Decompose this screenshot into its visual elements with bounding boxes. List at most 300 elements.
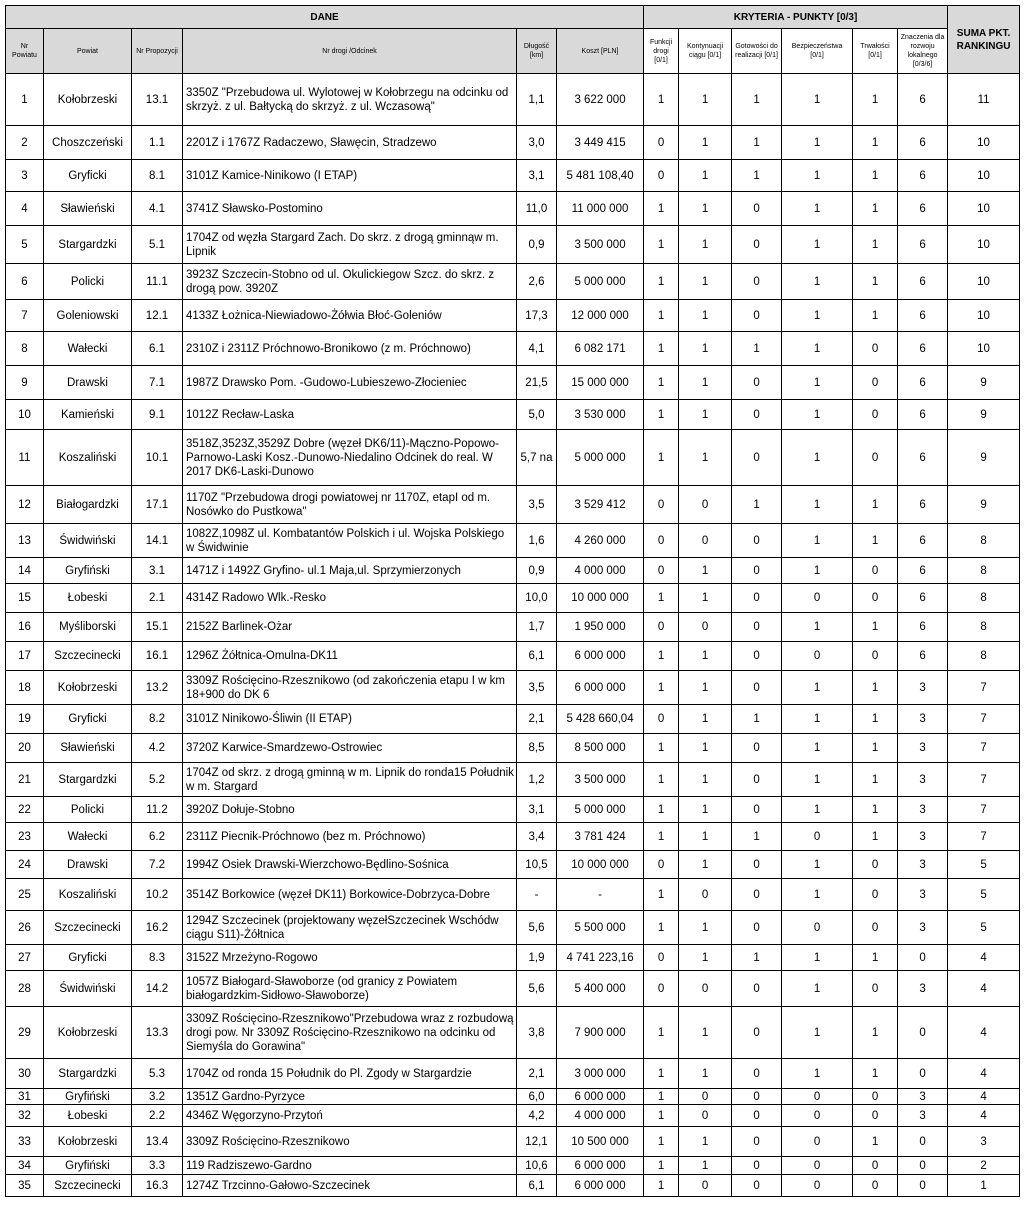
column-header-odcinek: Nr drogi /Odcinek (183, 29, 517, 74)
cell-znaczenia: 3 (898, 797, 948, 823)
table-row (6, 126, 1020, 160)
cell-trwalosci: 0 (853, 558, 898, 584)
table-row (6, 558, 1020, 584)
table-row (6, 524, 1020, 558)
cell-kontynuacji: 1 (679, 264, 732, 300)
column-header-trwalosci: Trwałości [0/1] (853, 29, 898, 74)
cell-suma: 7 (948, 823, 1020, 851)
cell-kontynuacji: 1 (679, 366, 732, 400)
cell-nr: 3 (6, 160, 44, 192)
cell-kontynuacji: 1 (679, 584, 732, 613)
table-row (6, 851, 1020, 879)
cell-nr: 12 (6, 486, 44, 524)
cell-koszt: 6 000 000 (557, 1157, 644, 1175)
cell-powiat: Wałecki (44, 332, 132, 366)
cell-nr-propozycji: 2.1 (132, 584, 183, 613)
cell-powiat: Kołobrzeski (44, 1127, 132, 1157)
cell-trwalosci: 1 (853, 1007, 898, 1059)
cell-koszt: 10 500 000 (557, 1127, 644, 1157)
cell-kontynuacji: 0 (679, 524, 732, 558)
cell-trwalosci: 1 (853, 945, 898, 971)
cell-suma: 1 (948, 1175, 1020, 1197)
cell-znaczenia: 3 (898, 851, 948, 879)
cell-trwalosci: 1 (853, 486, 898, 524)
cell-koszt: 4 000 000 (557, 1105, 644, 1127)
cell-funkcji: 0 (644, 705, 679, 734)
cell-znaczenia: 6 (898, 264, 948, 300)
table-row (6, 1175, 1020, 1197)
cell-odcinek: 1294Z Szczecinek (projektowany węzełSzczecinek Wschódw ciągu S11)-Żółtnica (183, 911, 517, 945)
column-header-nr-powiatu: Nr Powiatu (6, 29, 44, 74)
cell-kontynuacji: 1 (679, 642, 732, 671)
cell-nr: 6 (6, 264, 44, 300)
cell-bezpieczenstwa: 1 (782, 366, 853, 400)
cell-kontynuacji: 1 (679, 430, 732, 486)
table-row (6, 705, 1020, 734)
cell-odcinek: 2201Z i 1767Z Radaczewo, Sławęcin, Stradzewo (183, 126, 517, 160)
cell-kontynuacji: 0 (679, 879, 732, 911)
cell-bezpieczenstwa: 1 (782, 971, 853, 1007)
cell-trwalosci: 1 (853, 226, 898, 264)
cell-koszt: 8 500 000 (557, 734, 644, 763)
cell-odcinek: 3720Z Karwice-Smardzewo-Ostrowiec (183, 734, 517, 763)
cell-nr: 25 (6, 879, 44, 911)
table-row (6, 486, 1020, 524)
cell-powiat: Gryfiński (44, 558, 132, 584)
cell-suma: 4 (948, 1089, 1020, 1105)
cell-znaczenia: 6 (898, 613, 948, 642)
cell-dlugosc: 3,8 (517, 1007, 557, 1059)
cell-gotowosci: 1 (732, 126, 782, 160)
cell-odcinek: 3741Z Sławsko-Postomino (183, 192, 517, 226)
cell-dlugosc: 1,9 (517, 945, 557, 971)
cell-gotowosci: 0 (732, 1059, 782, 1089)
cell-nr-propozycji: 8.3 (132, 945, 183, 971)
cell-funkcji: 1 (644, 400, 679, 430)
cell-kontynuacji: 0 (679, 971, 732, 1007)
table-row (6, 1157, 1020, 1175)
cell-gotowosci: 0 (732, 192, 782, 226)
cell-bezpieczenstwa: 0 (782, 823, 853, 851)
table-row (6, 366, 1020, 400)
cell-bezpieczenstwa: 1 (782, 879, 853, 911)
cell-odcinek: 3309Z Rościęcino-Rzesznikowo (183, 1127, 517, 1157)
cell-trwalosci: 1 (853, 1059, 898, 1089)
cell-kontynuacji: 1 (679, 1007, 732, 1059)
cell-znaczenia: 0 (898, 1175, 948, 1197)
cell-nr: 24 (6, 851, 44, 879)
cell-suma: 7 (948, 705, 1020, 734)
cell-funkcji: 0 (644, 945, 679, 971)
cell-bezpieczenstwa: 1 (782, 797, 853, 823)
cell-trwalosci: 1 (853, 1127, 898, 1157)
cell-trwalosci: 1 (853, 823, 898, 851)
cell-znaczenia: 6 (898, 366, 948, 400)
table-row (6, 734, 1020, 763)
column-header-dlugosc: Długość [km] (517, 29, 557, 74)
cell-funkcji: 1 (644, 430, 679, 486)
cell-znaczenia: 6 (898, 226, 948, 264)
cell-powiat: Szczecinecki (44, 642, 132, 671)
cell-dlugosc: 11,0 (517, 192, 557, 226)
cell-odcinek: 1274Z Trzcinno-Gałowo-Szczecinek (183, 1175, 517, 1197)
cell-kontynuacji: 0 (679, 613, 732, 642)
cell-funkcji: 1 (644, 797, 679, 823)
cell-kontynuacji: 1 (679, 823, 732, 851)
cell-suma: 8 (948, 524, 1020, 558)
cell-bezpieczenstwa: 1 (782, 332, 853, 366)
cell-funkcji: 1 (644, 879, 679, 911)
cell-nr-propozycji: 7.1 (132, 366, 183, 400)
cell-funkcji: 1 (644, 300, 679, 332)
cell-nr-propozycji: 10.2 (132, 879, 183, 911)
cell-powiat: Szczecinecki (44, 911, 132, 945)
table-row (6, 160, 1020, 192)
cell-suma: 4 (948, 1007, 1020, 1059)
cell-suma: 4 (948, 945, 1020, 971)
cell-znaczenia: 3 (898, 823, 948, 851)
cell-powiat: Gryfiński (44, 1157, 132, 1175)
cell-koszt: 12 000 000 (557, 300, 644, 332)
cell-odcinek: 4346Z Węgorzyno-Przytoń (183, 1105, 517, 1127)
cell-suma: 5 (948, 911, 1020, 945)
cell-powiat: Stargardzki (44, 763, 132, 797)
cell-odcinek: 3350Z "Przebudowa ul. Wylotowej w Kołobrzegu na odcinku od skrzyż. z ul. Bałtycką do skrzyż. z ul. Wczasową" (183, 74, 517, 126)
cell-gotowosci: 0 (732, 613, 782, 642)
cell-suma: 5 (948, 879, 1020, 911)
cell-kontynuacji: 1 (679, 851, 732, 879)
cell-gotowosci: 1 (732, 705, 782, 734)
cell-funkcji: 1 (644, 1175, 679, 1197)
cell-koszt: 6 000 000 (557, 1175, 644, 1197)
table-row (6, 300, 1020, 332)
cell-gotowosci: 1 (732, 74, 782, 126)
cell-powiat: Kołobrzeski (44, 671, 132, 705)
cell-trwalosci: 1 (853, 160, 898, 192)
table-row (6, 971, 1020, 1007)
table-row (6, 823, 1020, 851)
cell-powiat: Wałecki (44, 823, 132, 851)
cell-gotowosci: 0 (732, 879, 782, 911)
cell-koszt: 1 950 000 (557, 613, 644, 642)
cell-bezpieczenstwa: 1 (782, 430, 853, 486)
cell-odcinek: 2152Z Barlinek-Ożar (183, 613, 517, 642)
cell-suma: 8 (948, 558, 1020, 584)
cell-koszt: 4 741 223,16 (557, 945, 644, 971)
cell-bezpieczenstwa: 0 (782, 1127, 853, 1157)
cell-trwalosci: 1 (853, 705, 898, 734)
cell-trwalosci: 0 (853, 642, 898, 671)
cell-dlugosc: 5,6 (517, 911, 557, 945)
cell-gotowosci: 1 (732, 486, 782, 524)
cell-gotowosci: 0 (732, 1157, 782, 1175)
cell-koszt: 6 000 000 (557, 671, 644, 705)
table-row (6, 613, 1020, 642)
cell-gotowosci: 0 (732, 366, 782, 400)
cell-nr: 4 (6, 192, 44, 226)
cell-nr-propozycji: 9.1 (132, 400, 183, 430)
cell-nr: 14 (6, 558, 44, 584)
cell-suma: 10 (948, 264, 1020, 300)
cell-kontynuacji: 1 (679, 1059, 732, 1089)
cell-kontynuacji: 1 (679, 797, 732, 823)
cell-powiat: Policki (44, 264, 132, 300)
cell-dlugosc: 1,1 (517, 74, 557, 126)
table-row (6, 1059, 1020, 1089)
cell-powiat: Łobeski (44, 1105, 132, 1127)
cell-odcinek: 3309Z Rościęcino-Rzesznikowo (od zakończenia etapu I w km 18+900 do DK 6 (183, 671, 517, 705)
cell-bezpieczenstwa: 0 (782, 911, 853, 945)
cell-dlugosc: 2,1 (517, 705, 557, 734)
cell-kontynuacji: 1 (679, 558, 732, 584)
cell-powiat: Łobeski (44, 584, 132, 613)
cell-znaczenia: 3 (898, 1089, 948, 1105)
cell-koszt: 11 000 000 (557, 192, 644, 226)
cell-dlugosc: - (517, 879, 557, 911)
cell-dlugosc: 1,2 (517, 763, 557, 797)
cell-koszt: 3 500 000 (557, 226, 644, 264)
cell-znaczenia: 3 (898, 734, 948, 763)
cell-suma: 10 (948, 226, 1020, 264)
cell-powiat: Świdwiński (44, 971, 132, 1007)
cell-znaczenia: 0 (898, 1157, 948, 1175)
cell-suma: 5 (948, 851, 1020, 879)
cell-suma: 4 (948, 1059, 1020, 1089)
cell-nr: 27 (6, 945, 44, 971)
cell-dlugosc: 3,5 (517, 486, 557, 524)
cell-odcinek: 1704Z od ronda 15 Południk do Pl. Zgody w Stargardzie (183, 1059, 517, 1089)
cell-bezpieczenstwa: 1 (782, 300, 853, 332)
column-header-koszt: Koszt [PLN] (557, 29, 644, 74)
cell-nr-propozycji: 13.2 (132, 671, 183, 705)
cell-funkcji: 1 (644, 642, 679, 671)
cell-suma: 10 (948, 300, 1020, 332)
cell-gotowosci: 1 (732, 160, 782, 192)
cell-gotowosci: 0 (732, 400, 782, 430)
cell-trwalosci: 1 (853, 797, 898, 823)
cell-bezpieczenstwa: 1 (782, 226, 853, 264)
cell-dlugosc: 10,5 (517, 851, 557, 879)
cell-powiat: Gryficki (44, 705, 132, 734)
cell-koszt: 5 428 660,04 (557, 705, 644, 734)
cell-koszt: 6 000 000 (557, 642, 644, 671)
cell-nr: 13 (6, 524, 44, 558)
cell-funkcji: 0 (644, 613, 679, 642)
table-row (6, 192, 1020, 226)
cell-nr: 21 (6, 763, 44, 797)
table-row (6, 642, 1020, 671)
cell-znaczenia: 6 (898, 332, 948, 366)
cell-koszt: - (557, 879, 644, 911)
cell-kontynuacji: 1 (679, 126, 732, 160)
cell-koszt: 10 000 000 (557, 851, 644, 879)
cell-dlugosc: 3,0 (517, 126, 557, 160)
cell-powiat: Choszczeński (44, 126, 132, 160)
cell-znaczenia: 6 (898, 160, 948, 192)
cell-bezpieczenstwa: 1 (782, 763, 853, 797)
cell-gotowosci: 1 (732, 823, 782, 851)
cell-suma: 3 (948, 1127, 1020, 1157)
cell-odcinek: 1987Z Drawsko Pom. -Gudowo-Lubieszewo-Złocieniec (183, 366, 517, 400)
cell-gotowosci: 0 (732, 763, 782, 797)
cell-dlugosc: 10,6 (517, 1157, 557, 1175)
cell-nr: 20 (6, 734, 44, 763)
cell-kontynuacji: 1 (679, 226, 732, 264)
cell-powiat: Goleniowski (44, 300, 132, 332)
cell-koszt: 5 481 108,40 (557, 160, 644, 192)
cell-funkcji: 1 (644, 823, 679, 851)
cell-nr-propozycji: 14.2 (132, 971, 183, 1007)
table-row (6, 671, 1020, 705)
table-header (6, 6, 1020, 74)
cell-powiat: Policki (44, 797, 132, 823)
cell-suma: 7 (948, 734, 1020, 763)
table-row (6, 332, 1020, 366)
table-row (6, 584, 1020, 613)
cell-trwalosci: 0 (853, 1157, 898, 1175)
cell-nr: 18 (6, 671, 44, 705)
cell-odcinek: 3152Z Mrzeżyno-Rogowo (183, 945, 517, 971)
cell-suma: 7 (948, 797, 1020, 823)
cell-odcinek: 1994Z Osiek Drawski-Wierzchowo-Będlino-Sośnica (183, 851, 517, 879)
cell-nr: 1 (6, 74, 44, 126)
cell-dlugosc: 2,6 (517, 264, 557, 300)
cell-powiat: Koszaliński (44, 879, 132, 911)
cell-nr: 19 (6, 705, 44, 734)
cell-bezpieczenstwa: 1 (782, 74, 853, 126)
cell-nr: 10 (6, 400, 44, 430)
cell-nr-propozycji: 4.2 (132, 734, 183, 763)
cell-nr-propozycji: 3.1 (132, 558, 183, 584)
cell-suma: 4 (948, 971, 1020, 1007)
cell-funkcji: 0 (644, 851, 679, 879)
column-header-kontynuacji: Kontynuacji ciągu [0/1] (679, 29, 732, 74)
cell-dlugosc: 3,1 (517, 797, 557, 823)
cell-znaczenia: 6 (898, 74, 948, 126)
cell-znaczenia: 6 (898, 192, 948, 226)
cell-kontynuacji: 1 (679, 332, 732, 366)
cell-dlugosc: 1,6 (517, 524, 557, 558)
cell-suma: 11 (948, 74, 1020, 126)
cell-bezpieczenstwa: 1 (782, 486, 853, 524)
table-row (6, 1007, 1020, 1059)
cell-funkcji: 1 (644, 74, 679, 126)
cell-odcinek: 1170Z "Przebudowa drogi powiatowej nr 1170Z, etapI od m. Nosówko do Pustkowa" (183, 486, 517, 524)
ranking-table (5, 5, 1020, 1197)
cell-powiat: Sławieński (44, 192, 132, 226)
cell-gotowosci: 0 (732, 430, 782, 486)
cell-odcinek: 3514Z Borkowice (węzeł DK11) Borkowice-Dobrzyca-Dobre (183, 879, 517, 911)
cell-nr: 5 (6, 226, 44, 264)
cell-nr-propozycji: 2.2 (132, 1105, 183, 1127)
cell-powiat: Białogardzki (44, 486, 132, 524)
table-row (6, 945, 1020, 971)
cell-suma: 10 (948, 332, 1020, 366)
cell-gotowosci: 1 (732, 945, 782, 971)
cell-dlugosc: 3,5 (517, 671, 557, 705)
cell-odcinek: 1704Z od skrz. z drogą gminną w m. Lipnik do ronda15 Południk w m. Stargard (183, 763, 517, 797)
cell-nr-propozycji: 4.1 (132, 192, 183, 226)
cell-znaczenia: 3 (898, 971, 948, 1007)
cell-znaczenia: 3 (898, 671, 948, 705)
cell-dlugosc: 12,1 (517, 1127, 557, 1157)
cell-suma: 9 (948, 486, 1020, 524)
cell-nr: 33 (6, 1127, 44, 1157)
cell-kontynuacji: 1 (679, 192, 732, 226)
cell-gotowosci: 0 (732, 264, 782, 300)
cell-nr-propozycji: 15.1 (132, 613, 183, 642)
cell-bezpieczenstwa: 1 (782, 613, 853, 642)
cell-nr-propozycji: 10.1 (132, 430, 183, 486)
cell-funkcji: 0 (644, 160, 679, 192)
cell-funkcji: 1 (644, 1007, 679, 1059)
cell-dlugosc: 21,5 (517, 366, 557, 400)
cell-dlugosc: 6,1 (517, 1175, 557, 1197)
cell-funkcji: 1 (644, 192, 679, 226)
column-header-suma: SUMA PKT. RANKINGU (948, 6, 1020, 74)
cell-koszt: 7 900 000 (557, 1007, 644, 1059)
cell-dlugosc: 3,1 (517, 160, 557, 192)
cell-trwalosci: 1 (853, 126, 898, 160)
cell-gotowosci: 0 (732, 1105, 782, 1127)
cell-nr-propozycji: 16.1 (132, 642, 183, 671)
cell-bezpieczenstwa: 1 (782, 851, 853, 879)
cell-bezpieczenstwa: 1 (782, 160, 853, 192)
cell-koszt: 5 000 000 (557, 430, 644, 486)
ranking-table-container (5, 5, 1020, 1197)
cell-nr: 35 (6, 1175, 44, 1197)
cell-trwalosci: 1 (853, 192, 898, 226)
cell-suma: 8 (948, 613, 1020, 642)
cell-trwalosci: 0 (853, 911, 898, 945)
cell-trwalosci: 1 (853, 300, 898, 332)
cell-znaczenia: 6 (898, 642, 948, 671)
cell-funkcji: 1 (644, 911, 679, 945)
cell-nr-propozycji: 6.2 (132, 823, 183, 851)
cell-znaczenia: 6 (898, 126, 948, 160)
cell-odcinek: 1082Z,1098Z ul. Kombatantów Polskich i ul. Wojska Polskiego w Świdwinie (183, 524, 517, 558)
cell-powiat: Gryficki (44, 160, 132, 192)
cell-odcinek: 1012Z Recław-Laska (183, 400, 517, 430)
cell-koszt: 5 500 000 (557, 911, 644, 945)
cell-nr-propozycji: 3.3 (132, 1157, 183, 1175)
cell-powiat: Stargardzki (44, 226, 132, 264)
cell-kontynuacji: 1 (679, 400, 732, 430)
cell-trwalosci: 1 (853, 613, 898, 642)
cell-gotowosci: 0 (732, 558, 782, 584)
cell-nr: 29 (6, 1007, 44, 1059)
cell-dlugosc: 0,9 (517, 558, 557, 584)
cell-kontynuacji: 0 (679, 1089, 732, 1105)
cell-dlugosc: 17,3 (517, 300, 557, 332)
cell-trwalosci: 1 (853, 74, 898, 126)
cell-kontynuacji: 1 (679, 300, 732, 332)
cell-znaczenia: 3 (898, 1105, 948, 1127)
table-row (6, 226, 1020, 264)
cell-nr: 26 (6, 911, 44, 945)
cell-suma: 9 (948, 366, 1020, 400)
cell-suma: 7 (948, 671, 1020, 705)
cell-trwalosci: 0 (853, 400, 898, 430)
cell-nr-propozycji: 13.3 (132, 1007, 183, 1059)
cell-funkcji: 1 (644, 1089, 679, 1105)
cell-trwalosci: 1 (853, 763, 898, 797)
cell-gotowosci: 0 (732, 1089, 782, 1105)
cell-odcinek: 2311Z Piecnik-Próchnowo (bez m. Próchnowo) (183, 823, 517, 851)
cell-suma: 9 (948, 400, 1020, 430)
cell-suma: 10 (948, 160, 1020, 192)
cell-nr-propozycji: 6.1 (132, 332, 183, 366)
